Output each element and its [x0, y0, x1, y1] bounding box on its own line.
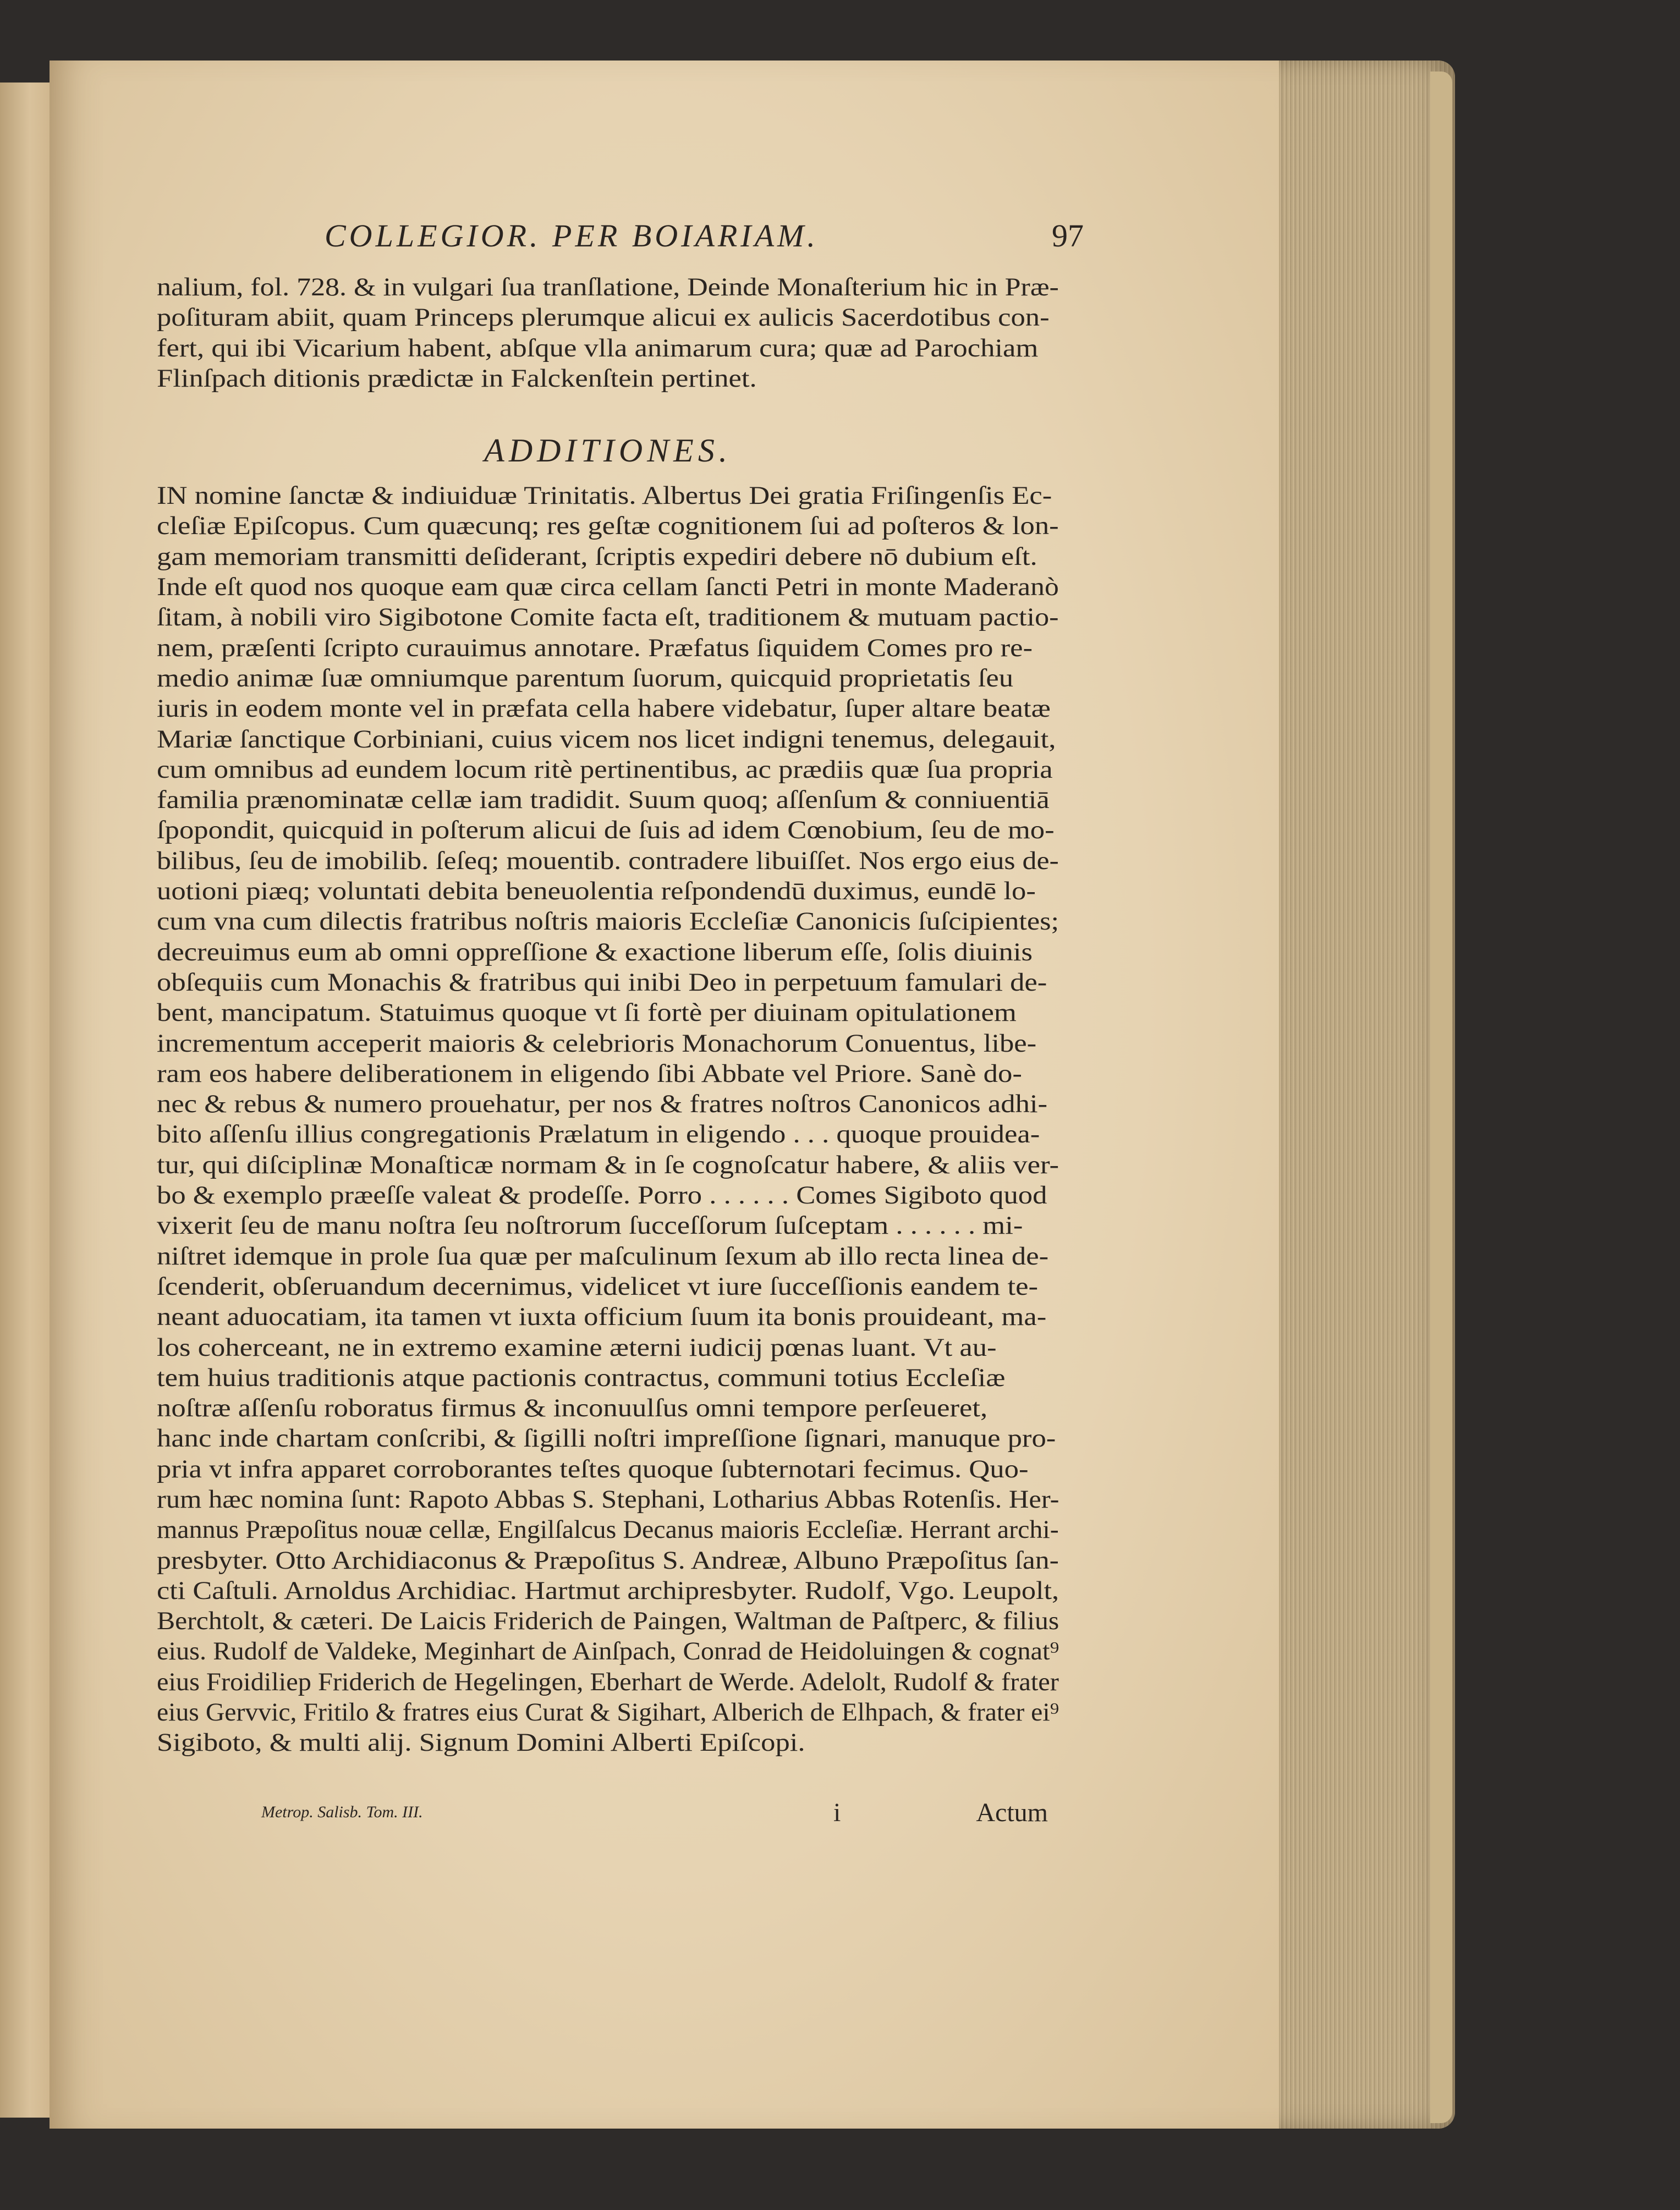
book-cover-edge [1430, 72, 1452, 2123]
text-line: cum omnibus ad eundem locum ritè pertinentibus, ac prædiis quæ ſua propria [157, 755, 1053, 784]
text-line: decreuimus eum ab omni oppreſſione & exactione liberum eſſe, ſolis diuinis [157, 937, 1033, 966]
text-line: los coherceant, ne in extremo examine æterni iudicij pœnas luant. Vt au- [157, 1333, 997, 1362]
text-line: eius Gervvic, Fritilo & fratres eius Curat & Sigihart, Alberich de Elhpach, & frater ei⁹ [157, 1698, 1059, 1727]
text-line: bent, mancipatum. Statuimus quoque vt ſi fortè per diuinam opitulationem [157, 998, 1017, 1027]
text-line: tur, qui diſciplinæ Monaſticæ normam & in ſe cognoſcatur habere, & aliis ver- [157, 1150, 1059, 1179]
text-line: bo & exemplo præeſſe valeat & prodeſſe. Porro . . . . . . Comes Sigiboto quod [157, 1181, 1047, 1210]
page-number: 97 [1052, 218, 1084, 254]
text-line: cum vna cum dilectis fratribus noſtris maioris Eccleſiæ Canonicis ſuſcipientes; [157, 907, 1059, 936]
text-line: gam memoriam transmitti deſiderant, ſcriptis expediri debere nō dubium eſt. [157, 542, 1037, 571]
text-line: rum hæc nomina ſunt: Rapoto Abbas S. Stephani, Lotharius Abbas Rotenſis. Her- [157, 1485, 1059, 1514]
text-line: eius Froidiliep Friderich de Hegelingen, Eberhart de Werde. Adelolt, Rudolf & frater [157, 1667, 1059, 1696]
signature-line: Metrop. Salisb. Tom. III. [261, 1803, 423, 1821]
text-line: fert, qui ibi Vicarium habent, abſque vlla animarum cura; quæ ad Parochiam [157, 333, 1039, 362]
text-line: cleſiæ Epiſcopus. Cum quæcunq; res geſtæ cognitionem ſui ad poſteros & lon- [157, 512, 1059, 541]
text-line: nem, præſenti ſcripto curauimus annotare. Præfatus ſiquidem Comes pro re- [157, 633, 1033, 662]
text-line: Flinſpach ditionis prædictæ in Falckenſtein pertinet. [157, 364, 757, 393]
text-line: ſitam, à nobili viro Sigibotone Comite facta eſt, traditionem & mutuam pactio- [157, 603, 1059, 632]
text-line: Inde eſt quod nos quoque eam quæ circa cellam ſancti Petri in monte Maderanò [157, 573, 1059, 602]
catchword: Actum [976, 1798, 1048, 1827]
text-line: IN nomine ſanctæ & indiuiduæ Trinitatis. Albertus Dei gratia Friſingenſis Ec- [157, 481, 1052, 510]
running-head: COLLEGIOR. PER BOIARIAM. [325, 218, 819, 254]
text-line: medio animæ ſuæ omniumque parentum ſuorum, quicquid proprietatis ſeu [157, 663, 1014, 692]
opening-paragraph [157, 272, 1059, 394]
text-line: niſtret idemque in prole ſua quæ per maſculinum ſexum ab illo recta linea de- [157, 1241, 1049, 1271]
text-line: obſequiis cum Monachis & fratribus qui inibi Deo in perpetuum famulari de- [157, 967, 1047, 997]
text-line: pria vt infra apparet corroborantes teſtes quoque ſubternotari fecimus. Quo- [157, 1454, 1029, 1483]
text-line: presbyter. Otto Archidiaconus & Præpoſitus S. Andreæ, Albuno Præpoſitus ſan- [157, 1546, 1059, 1575]
page-header [325, 217, 1084, 267]
text-line: noſtræ aſſenſu roboratus firmus & inconuulſus omni tempore perſeueret, [157, 1394, 988, 1423]
text-line: incrementum acceperit maioris & celebrioris Monachorum Conuentus, libe- [157, 1029, 1037, 1058]
text-line: bito aſſenſu illius congregationis Prælatum in eligendo . . . quoque prouidea- [157, 1120, 1040, 1149]
text-line: eius. Rudolf de Valdeke, Meginhart de Ainſpach, Conrad de Heidoluingen & cognat⁹ [157, 1637, 1059, 1666]
text-line: hanc inde chartam conſcribi, & ſigilli noſtri impreſſione ſignari, manuque pro- [157, 1424, 1056, 1453]
text-line: tem huius traditionis atque pactionis contractus, communi totius Eccleſiæ [157, 1363, 1006, 1392]
text-line: Mariæ ſanctique Corbiniani, cuius vicem nos licet indigni tenemus, delegauit, [157, 724, 1056, 754]
page-edges [1279, 61, 1455, 2129]
text-line: vixerit ſeu de manu noſtra ſeu noſtrorum ſucceſſorum ſuſceptam . . . . . . mi- [157, 1211, 1023, 1240]
text-line: familia prænominatæ cellæ iam tradidit. Suum quoq; aſſenſum & conniuentiā [157, 785, 1050, 815]
text-line: mannus Præpoſitus nouæ cellæ, Engilſalcus Decanus maioris Eccleſiæ. Herrant archi- [157, 1515, 1059, 1544]
page-text [157, 272, 1059, 1758]
charter-text [157, 481, 1059, 1758]
text-line: bilibus, ſeu de imobilib. ſeſeq; mouentib. contradere libuiſſet. Nos ergo eius de- [157, 846, 1059, 875]
text-line: iuris in eodem monte vel in præfata cella habere videbatur, ſuper altare beatæ [157, 694, 1051, 723]
page-footer [157, 1797, 1059, 1830]
text-line: neant aduocatiam, ita tamen vt iuxta officium ſuum ita bonis prouideant, ma- [157, 1302, 1047, 1332]
section-title: ADDITIONES. [484, 432, 732, 469]
text-line: uotioni piæq; voluntati debita beneuolentia reſpondendū duximus, eundē lo- [157, 877, 1036, 906]
text-line: poſituram abiit, quam Princeps plerumque alicui ex aulicis Sacerdotibus con- [157, 303, 1050, 332]
text-line: ram eos habere deliberationem in eligendo ſibi Abbate vel Priore. Sanè do- [157, 1059, 1022, 1088]
text-line: cti Caſtuli. Arnoldus Archidiac. Hartmut archipresbyter. Rudolf, Vgo. Leupolt, [157, 1576, 1059, 1605]
text-line: ſpopondit, quicquid in poſterum alicui de ſuis ad idem Cœnobium, ſeu de mo- [157, 816, 1055, 845]
signature-mark: i [833, 1798, 841, 1827]
text-line: ſcenderit, obſeruandum decernimus, videlicet vt iure ſucceſſionis eandem te- [157, 1272, 1039, 1301]
text-line: nalium, fol. 728. & in vulgari ſua tranſlatione, Deinde Monaſterium hic in Præ- [157, 273, 1059, 301]
text-line: nec & rebus & numero prouehatur, per nos & fratres noſtros Canonicos adhi- [157, 1090, 1048, 1119]
text-line: Sigiboto, & multi alij. Signum Domini Alberti Epiſcopi. [157, 1728, 805, 1757]
text-line: Berchtolt, & cæteri. De Laicis Friderich de Paingen, Waltman de Paſtperc, & filius [157, 1607, 1059, 1636]
